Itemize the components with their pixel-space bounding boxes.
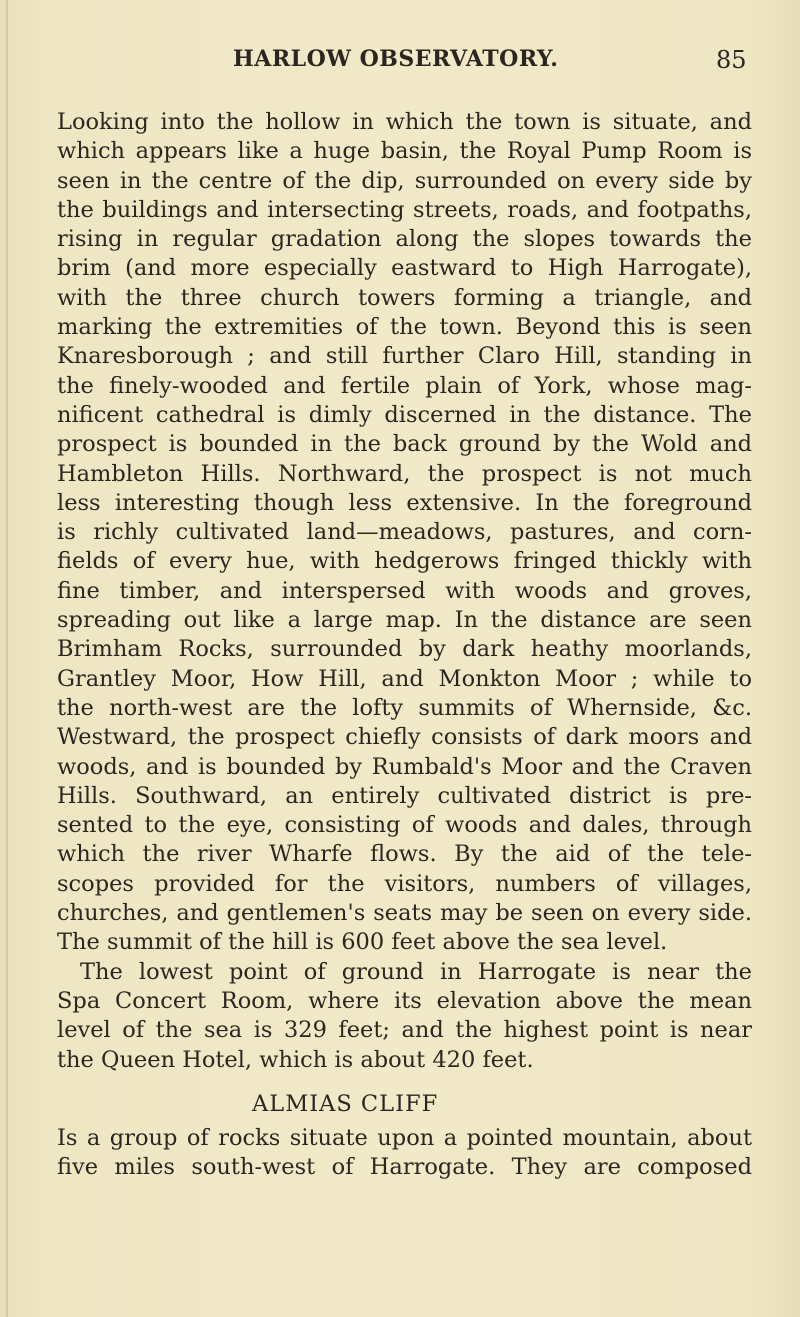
page-header	[0, 46, 800, 76]
text-line: five miles south-west of Harrogate. They are composed	[57, 1154, 752, 1181]
text-line: Spa Concert Room, where its elevation above the mean	[57, 987, 752, 1014]
paragraph-harrogate-prospect	[57, 108, 752, 958]
text-line: sented to the eye, consisting of woods and dales, through	[57, 812, 752, 839]
text-line: is richly cultivated land—meadows, pastures, and corn-	[57, 519, 752, 546]
text-line: which the river Wharfe flows. By the aid of the tele-	[57, 841, 752, 868]
text-line: seen in the centre of the dip, surrounded on every side by	[57, 167, 752, 194]
text-line: Westward, the prospect chiefly consists of dark moors and	[57, 724, 752, 751]
page-number: 85	[716, 46, 747, 74]
text-line: prospect is bounded in the back ground by the Wold and	[57, 431, 752, 458]
text-line: scopes provided for the visitors, numbers of villages,	[57, 870, 752, 897]
text-line: Brimham Rocks, surrounded by dark heathy moorlands,	[57, 636, 752, 663]
text-line: churches, and gentlemen's seats may be seen on every side.	[57, 900, 752, 927]
text-line: Knaresborough ; and still further Claro Hill, standing in	[57, 343, 752, 370]
text-line: spreading out like a large map. In the distance are seen	[57, 607, 752, 634]
text-line: The lowest point of ground in Harrogate is near the	[80, 958, 752, 985]
text-line: the north-west are the lofty summits of Whernside, &c.	[57, 694, 752, 721]
text-line: which appears like a huge basin, the Royal Pump Room is	[57, 138, 752, 165]
text-line: with the three church towers forming a triangle, and	[57, 284, 752, 311]
text-line: Looking into the hollow in which the town is situate, and	[57, 109, 752, 135]
section-heading: ALMIAS CLIFF	[252, 1090, 439, 1117]
text-line: woods, and is bounded by Rumbald's Moor and the Craven	[57, 753, 752, 780]
text-line: the Queen Hotel, which is about 420 feet.	[57, 1046, 534, 1073]
text-line: The summit of the hill is 600 feet above the sea level.	[57, 929, 668, 956]
text-line: fields of every hue, with hedgerows fringed thickly with	[57, 548, 752, 575]
text-line: Grantley Moor, How Hill, and Monkton Moor ; while to	[57, 665, 752, 692]
paragraph-almias-cliff	[57, 1124, 752, 1183]
running-title: HARLOW OBSERVATORY.	[233, 46, 559, 72]
text-line: Is a group of rocks situate upon a pointed mountain, about	[57, 1124, 752, 1151]
paragraph-elevation	[57, 958, 752, 1075]
text-line: brim (and more especially eastward to High Harrogate),	[57, 255, 752, 282]
text-line: nificent cathedral is dimly discerned in the distance. The	[57, 401, 752, 428]
text-line: level of the sea is 329 feet; and the highest point is near	[57, 1017, 752, 1044]
text-line: fine timber, and interspersed with woods and groves,	[57, 577, 752, 604]
text-line: the finely-wooded and fertile plain of York, whose mag-	[57, 372, 752, 399]
text-line: Hambleton Hills. Northward, the prospect is not much	[57, 460, 752, 487]
text-line: Hills. Southward, an entirely cultivated district is pre-	[57, 782, 752, 809]
text-line: marking the extremities of the town. Beyond this is seen	[57, 314, 752, 341]
text-line: the buildings and intersecting streets, roads, and footpaths,	[57, 196, 752, 223]
page-gutter	[6, 0, 8, 1317]
text-line: less interesting though less extensive. In the foreground	[57, 489, 752, 516]
text-line: rising in regular gradation along the slopes towards the	[57, 226, 752, 253]
body-text	[57, 108, 752, 1182]
